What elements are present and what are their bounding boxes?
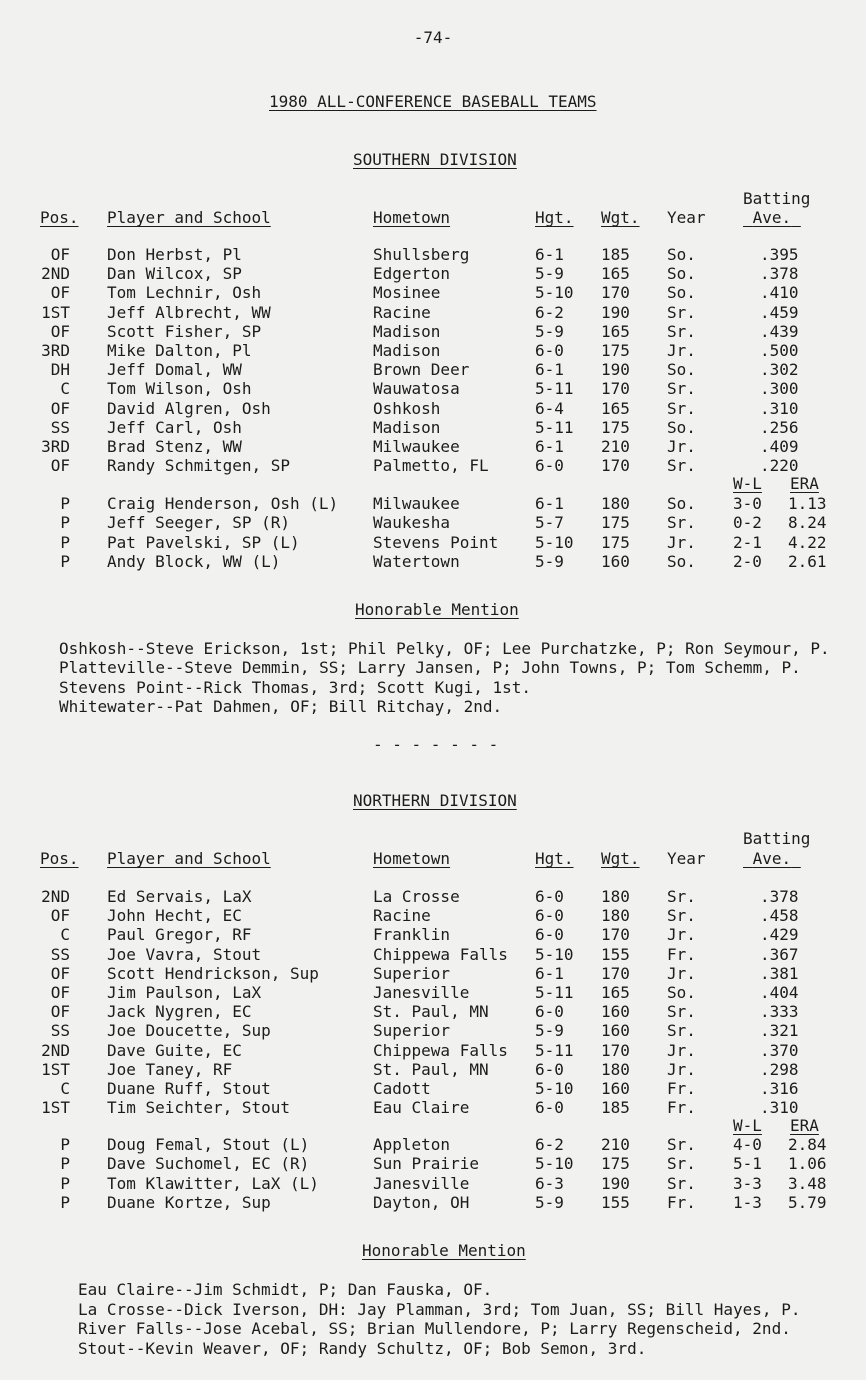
player-name-cell: Tom Klawitter, LaX (L): [107, 1173, 319, 1193]
batting-average-cell: .310: [760, 398, 799, 418]
hometown-cell: Dayton, OH: [373, 1192, 470, 1212]
player-row: [0, 245, 866, 264]
weight-cell: 185: [601, 1098, 630, 1118]
hometown-cell: Shullsberg: [373, 245, 470, 264]
height-cell: 6-0: [535, 456, 564, 476]
honorable-mention-line: Eau Claire--Jim Schmidt, P; Dan Fauska, OF.: [78, 1280, 493, 1299]
header-pos: Pos.: [40, 849, 79, 868]
header-wgt: Wgt.: [601, 208, 640, 227]
player-name-cell: Paul Gregor, RF: [107, 925, 252, 945]
year-cell: So.: [667, 360, 696, 380]
height-cell: 6-1: [535, 494, 564, 513]
hometown-cell: Waukesha: [373, 513, 451, 533]
position-cell: 3RD: [41, 341, 70, 360]
year-cell: So.: [667, 551, 696, 571]
win-loss-cell: 3-3: [733, 1173, 762, 1193]
year-cell: Sr.: [667, 1154, 696, 1174]
honorable-mention-line: Whitewater--Pat Dahmen, OF; Bill Ritchay, 2nd.: [59, 696, 503, 716]
batting-average-cell: .395: [760, 245, 799, 264]
year-cell: Jr.: [667, 963, 696, 983]
player-name-cell: Tom Lechnir, Osh: [107, 283, 262, 303]
height-cell: 6-1: [535, 963, 564, 983]
weight-cell: 210: [601, 437, 630, 456]
batting-average-cell: .409: [760, 437, 799, 456]
height-cell: 6-2: [535, 1135, 564, 1154]
player-row: [0, 379, 866, 398]
batting-average-cell: .321: [760, 1021, 799, 1041]
height-cell: 5-11: [535, 417, 574, 437]
weight-cell: 180: [601, 1059, 630, 1079]
year-cell: Fr.: [667, 1098, 696, 1118]
position-cell: C: [60, 1079, 70, 1098]
header-player: Player and School: [107, 849, 271, 868]
header-hgt: Hgt.: [535, 849, 574, 868]
player-name-cell: Scott Fisher, SP: [107, 321, 262, 341]
era-cell: 4.22: [788, 532, 827, 552]
pitcher-row: [0, 1135, 866, 1154]
player-name-cell: Brad Stenz, WW: [107, 437, 242, 456]
year-cell: Fr.: [667, 1079, 696, 1098]
year-cell: Sr.: [667, 1021, 696, 1041]
honorable-mention-line: River Falls--Jose Acebal, SS; Brian Mullendore, P; Larry Regenscheid, 2nd.: [78, 1319, 791, 1338]
player-row: [0, 322, 866, 341]
position-cell: OF: [50, 963, 70, 983]
pitcher-row: [0, 1154, 866, 1173]
player-row: [0, 1098, 866, 1117]
position-cell: P: [60, 532, 70, 552]
header-ave: Ave.: [752, 208, 792, 227]
era-cell: 1.13: [788, 494, 827, 513]
hometown-cell: Brown Deer: [373, 360, 470, 380]
batting-average-cell: .458: [760, 906, 799, 926]
batting-average-cell: .302: [760, 360, 799, 380]
weight-cell: 190: [601, 1173, 630, 1193]
year-cell: Sr.: [667, 302, 696, 322]
weight-cell: 155: [601, 1192, 630, 1212]
position-cell: 1ST: [41, 1098, 70, 1118]
position-cell: 1ST: [41, 1059, 70, 1079]
player-name-cell: Jack Nygren, EC: [107, 1002, 252, 1022]
player-row: [0, 1079, 866, 1098]
height-cell: 5-11: [535, 1040, 574, 1060]
year-cell: Sr.: [667, 887, 696, 906]
position-cell: SS: [50, 944, 70, 964]
player-name-cell: Dan Wilcox, SP: [107, 264, 242, 284]
player-row: [0, 887, 866, 906]
hometown-cell: St. Paul, MN: [373, 1059, 489, 1079]
hometown-cell: Racine: [373, 906, 431, 926]
year-cell: So.: [667, 283, 696, 303]
position-cell: OF: [50, 321, 70, 341]
height-cell: 6-0: [535, 1098, 564, 1118]
player-row: [0, 399, 866, 418]
player-name-cell: Jeff Domal, WW: [107, 360, 242, 380]
player-row: [0, 945, 866, 964]
win-loss-cell: 3-0: [733, 494, 762, 513]
height-cell: 6-1: [535, 437, 564, 456]
height-cell: 6-3: [535, 1173, 564, 1193]
height-cell: 6-4: [535, 398, 564, 418]
batting-average-cell: .381: [760, 963, 799, 983]
win-loss-cell: 5-1: [733, 1154, 762, 1174]
batting-average-cell: .370: [760, 1040, 799, 1060]
weight-cell: 165: [601, 321, 630, 341]
honorable-mention-line: La Crosse--Dick Iverson, DH: Jay Plamman, 3rd; Tom Juan, SS; Bill Hayes, P.: [78, 1299, 801, 1319]
year-cell: Sr.: [667, 456, 696, 476]
weight-cell: 190: [601, 360, 630, 380]
height-cell: 6-2: [535, 302, 564, 322]
batting-average-cell: .410: [760, 283, 799, 303]
weight-cell: 160: [601, 551, 630, 571]
year-cell: Sr.: [667, 513, 696, 533]
weight-cell: 165: [601, 398, 630, 418]
position-cell: C: [60, 925, 70, 945]
height-cell: 5-9: [535, 1192, 564, 1212]
hometown-cell: Sun Prairie: [373, 1154, 479, 1174]
weight-cell: 185: [601, 245, 630, 264]
hometown-cell: Chippewa Falls: [373, 1040, 508, 1060]
weight-cell: 190: [601, 302, 630, 322]
height-cell: 5-11: [535, 983, 574, 1002]
honorable-mention-line: Oshkosh--Steve Erickson, 1st; Phil Pelky, OF; Lee Purchatzke, P; Ron Seymour, P.: [59, 639, 830, 658]
batting-average-cell: .367: [760, 944, 799, 964]
player-name-cell: Tim Seichter, Stout: [107, 1098, 291, 1118]
weight-cell: 175: [601, 417, 630, 437]
north-hm-heading: Honorable Mention: [362, 1241, 526, 1260]
weight-cell: 160: [601, 1079, 630, 1098]
year-cell: Jr.: [667, 1040, 696, 1060]
position-cell: P: [60, 1154, 70, 1174]
hometown-cell: Cadott: [373, 1079, 431, 1098]
era-cell: 8.24: [788, 513, 827, 533]
height-cell: 6-0: [535, 341, 564, 360]
win-loss-cell: 1-3: [733, 1192, 762, 1212]
weight-cell: 170: [601, 963, 630, 983]
batting-average-cell: .500: [760, 341, 799, 360]
position-cell: OF: [50, 283, 70, 303]
year-cell: Sr.: [667, 906, 696, 926]
year-cell: Sr.: [667, 1173, 696, 1193]
hometown-cell: Mosinee: [373, 283, 441, 303]
pitcher-row: [0, 552, 866, 571]
batting-average-cell: .220: [760, 456, 799, 476]
south-header-wl: W-L: [733, 474, 762, 493]
position-cell: OF: [50, 456, 70, 476]
year-cell: Jr.: [667, 532, 696, 552]
hometown-cell: Racine: [373, 302, 431, 322]
player-row: [0, 925, 866, 944]
weight-cell: 165: [601, 983, 630, 1002]
player-name-cell: Tom Wilson, Osh: [107, 379, 252, 399]
hometown-cell: Madison: [373, 341, 441, 360]
player-name-cell: Craig Henderson, Osh (L): [107, 494, 339, 513]
year-cell: Jr.: [667, 341, 696, 360]
north-header-wl: W-L: [733, 1116, 762, 1135]
player-row: [0, 360, 866, 379]
year-cell: Sr.: [667, 379, 696, 399]
batting-average-cell: .310: [760, 1098, 799, 1118]
player-name-cell: Jim Paulson, LaX: [107, 983, 262, 1002]
hometown-cell: Milwaukee: [373, 494, 460, 513]
player-name-cell: David Algren, Osh: [107, 398, 271, 418]
player-name-cell: Duane Kortze, Sup: [107, 1192, 271, 1212]
pitcher-row: [0, 533, 866, 552]
player-row: [0, 983, 866, 1002]
player-name-cell: Andy Block, WW (L): [107, 551, 281, 571]
batting-average-cell: .459: [760, 302, 799, 322]
page-title: 1980 ALL-CONFERENCE BASEBALL TEAMS: [269, 92, 597, 111]
header-year: Year: [667, 849, 706, 868]
weight-cell: 165: [601, 264, 630, 284]
year-cell: Jr.: [667, 437, 696, 456]
height-cell: 5-10: [535, 944, 574, 964]
player-row: [0, 1002, 866, 1021]
player-row: [0, 1060, 866, 1079]
south-header-era: ERA: [790, 474, 819, 493]
year-cell: Sr.: [667, 321, 696, 341]
position-cell: SS: [50, 417, 70, 437]
pitcher-row: [0, 1174, 866, 1193]
batting-average-cell: .429: [760, 925, 799, 945]
year-cell: Fr.: [667, 944, 696, 964]
hometown-cell: Chippewa Falls: [373, 944, 508, 964]
weight-cell: 170: [601, 456, 630, 476]
hometown-cell: Palmetto, FL: [373, 456, 489, 476]
hometown-cell: Madison: [373, 321, 441, 341]
year-cell: Sr.: [667, 398, 696, 418]
player-row: [0, 1021, 866, 1040]
weight-cell: 155: [601, 944, 630, 964]
player-name-cell: Jeff Carl, Osh: [107, 417, 242, 437]
hometown-cell: Wauwatosa: [373, 379, 460, 399]
year-cell: So.: [667, 245, 696, 264]
hometown-cell: Superior: [373, 1021, 451, 1041]
hometown-cell: Janesville: [373, 983, 470, 1002]
height-cell: 6-1: [535, 245, 564, 264]
height-cell: 6-0: [535, 925, 564, 945]
header-year: Year: [667, 208, 706, 227]
height-cell: 5-9: [535, 264, 564, 284]
year-cell: Fr.: [667, 1192, 696, 1212]
player-name-cell: Scott Hendrickson, Sup: [107, 963, 319, 983]
height-cell: 6-0: [535, 887, 564, 906]
year-cell: Sr.: [667, 1002, 696, 1022]
player-name-cell: Joe Taney, RF: [107, 1059, 233, 1079]
position-cell: P: [60, 1173, 70, 1193]
position-cell: P: [60, 1135, 70, 1154]
batting-average-cell: .404: [760, 983, 799, 1002]
player-name-cell: Jeff Seeger, SP (R): [107, 513, 291, 533]
hometown-cell: Stevens Point: [373, 532, 499, 552]
honorable-mention-line: Platteville--Steve Demmin, SS; Larry Jansen, P; John Towns, P; Tom Schemm, P.: [59, 658, 801, 678]
height-cell: 5-9: [535, 1021, 564, 1041]
batting-average-cell: .300: [760, 379, 799, 399]
weight-cell: 180: [601, 906, 630, 926]
weight-cell: 160: [601, 1021, 630, 1041]
position-cell: 2ND: [41, 1040, 70, 1060]
page-number: -74-: [413, 28, 453, 47]
player-row: [0, 456, 866, 475]
height-cell: 5-10: [535, 1154, 574, 1174]
height-cell: 5-9: [535, 551, 564, 571]
honorable-mention-line: Stout--Kevin Weaver, OF; Randy Schultz, OF; Bob Semon, 3rd.: [78, 1338, 647, 1358]
height-cell: 5-7: [535, 513, 564, 533]
north-heading: NORTHERN DIVISION: [353, 791, 517, 810]
player-name-cell: Duane Ruff, Stout: [107, 1079, 271, 1098]
position-cell: P: [60, 551, 70, 571]
hometown-cell: Janesville: [373, 1173, 470, 1193]
header-batting: Batting: [743, 189, 811, 208]
position-cell: 1ST: [41, 302, 70, 322]
header-pos: Pos.: [40, 208, 79, 227]
header-batting: Batting: [743, 829, 811, 848]
position-cell: 2ND: [41, 887, 70, 906]
batting-average-cell: .378: [760, 887, 799, 906]
south-heading: SOUTHERN DIVISION: [353, 150, 517, 169]
batting-average-cell: .316: [760, 1079, 799, 1098]
position-cell: OF: [50, 245, 70, 264]
division-separator: - - - - - - -: [373, 735, 499, 754]
header-player: Player and School: [107, 208, 271, 227]
player-row: [0, 418, 866, 437]
year-cell: Jr.: [667, 925, 696, 945]
height-cell: 5-10: [535, 1079, 574, 1098]
hometown-cell: Superior: [373, 963, 451, 983]
weight-cell: 170: [601, 925, 630, 945]
hometown-cell: La Crosse: [373, 887, 460, 906]
weight-cell: 180: [601, 887, 630, 906]
player-row: [0, 964, 866, 983]
weight-cell: 175: [601, 1154, 630, 1174]
hometown-cell: Madison: [373, 417, 441, 437]
hometown-cell: Watertown: [373, 551, 460, 571]
player-row: [0, 437, 866, 456]
height-cell: 5-11: [535, 379, 574, 399]
era-cell: 5.79: [788, 1192, 827, 1212]
pitcher-row: [0, 513, 866, 532]
position-cell: 2ND: [41, 264, 70, 284]
weight-cell: 175: [601, 341, 630, 360]
hometown-cell: Appleton: [373, 1135, 451, 1154]
header-hgt: Hgt.: [535, 208, 574, 227]
north-header-era: ERA: [790, 1116, 819, 1135]
header-wgt: Wgt.: [601, 849, 640, 868]
player-row: [0, 264, 866, 283]
win-loss-cell: 2-0: [733, 551, 762, 571]
weight-cell: 160: [601, 1002, 630, 1022]
player-name-cell: Pat Pavelski, SP (L): [107, 532, 300, 552]
pitcher-row: [0, 494, 866, 513]
batting-average-cell: .439: [760, 321, 799, 341]
pitcher-row: [0, 1193, 866, 1212]
height-cell: 5-10: [535, 532, 574, 552]
weight-cell: 175: [601, 513, 630, 533]
era-cell: 1.06: [788, 1154, 827, 1174]
win-loss-cell: 0-2: [733, 513, 762, 533]
position-cell: P: [60, 1192, 70, 1212]
year-cell: Sr.: [667, 1135, 696, 1154]
player-row: [0, 303, 866, 322]
batting-average-cell: .256: [760, 417, 799, 437]
position-cell: OF: [50, 1002, 70, 1022]
height-cell: 6-0: [535, 906, 564, 926]
era-cell: 2.84: [788, 1135, 827, 1154]
weight-cell: 180: [601, 494, 630, 513]
player-row: [0, 341, 866, 360]
position-cell: OF: [50, 906, 70, 926]
batting-average-cell: .333: [760, 1002, 799, 1022]
win-loss-cell: 4-0: [733, 1135, 762, 1154]
header-hometown: Hometown: [373, 849, 451, 868]
height-cell: 6-1: [535, 360, 564, 380]
player-name-cell: Jeff Albrecht, WW: [107, 302, 271, 322]
year-cell: So.: [667, 417, 696, 437]
batting-average-cell: .298: [760, 1059, 799, 1079]
era-cell: 2.61: [788, 551, 827, 571]
position-cell: C: [60, 379, 70, 399]
position-cell: OF: [50, 398, 70, 418]
era-cell: 3.48: [788, 1173, 827, 1193]
year-cell: So.: [667, 983, 696, 1002]
weight-cell: 170: [601, 379, 630, 399]
height-cell: 6-0: [535, 1002, 564, 1022]
year-cell: Jr.: [667, 1059, 696, 1079]
position-cell: SS: [50, 1021, 70, 1041]
weight-cell: 175: [601, 532, 630, 552]
weight-cell: 210: [601, 1135, 630, 1154]
south-hm-heading: Honorable Mention: [355, 600, 519, 619]
player-row: [0, 1041, 866, 1060]
position-cell: OF: [50, 983, 70, 1002]
win-loss-cell: 2-1: [733, 532, 762, 552]
header-ave: Ave.: [752, 849, 792, 868]
player-name-cell: Dave Guite, EC: [107, 1040, 242, 1060]
player-name-cell: Dave Suchomel, EC (R): [107, 1154, 310, 1174]
weight-cell: 170: [601, 283, 630, 303]
year-cell: So.: [667, 494, 696, 513]
height-cell: 5-9: [535, 321, 564, 341]
player-name-cell: John Hecht, EC: [107, 906, 242, 926]
player-name-cell: Joe Vavra, Stout: [107, 944, 262, 964]
player-name-cell: Mike Dalton, Pl: [107, 341, 252, 360]
hometown-cell: Edgerton: [373, 264, 451, 284]
position-cell: P: [60, 513, 70, 533]
player-name-cell: Ed Servais, LaX: [107, 887, 252, 906]
hometown-cell: Franklin: [373, 925, 451, 945]
position-cell: 3RD: [41, 437, 70, 456]
player-row: [0, 283, 866, 302]
batting-average-cell: .378: [760, 264, 799, 284]
header-hometown: Hometown: [373, 208, 451, 227]
honorable-mention-line: Stevens Point--Rick Thomas, 3rd; Scott Kugi, 1st.: [59, 677, 532, 697]
position-cell: P: [60, 494, 70, 513]
height-cell: 6-0: [535, 1059, 564, 1079]
height-cell: 5-10: [535, 283, 574, 303]
hometown-cell: St. Paul, MN: [373, 1002, 489, 1022]
hometown-cell: Eau Claire: [373, 1098, 470, 1118]
hometown-cell: Oshkosh: [373, 398, 441, 418]
hometown-cell: Milwaukee: [373, 437, 460, 456]
weight-cell: 170: [601, 1040, 630, 1060]
player-row: [0, 906, 866, 925]
player-name-cell: Don Herbst, Pl: [107, 245, 242, 264]
player-name-cell: Joe Doucette, Sup: [107, 1021, 271, 1041]
player-name-cell: Randy Schmitgen, SP: [107, 456, 291, 476]
player-name-cell: Doug Femal, Stout (L): [107, 1135, 310, 1154]
year-cell: So.: [667, 264, 696, 284]
position-cell: DH: [50, 360, 70, 380]
